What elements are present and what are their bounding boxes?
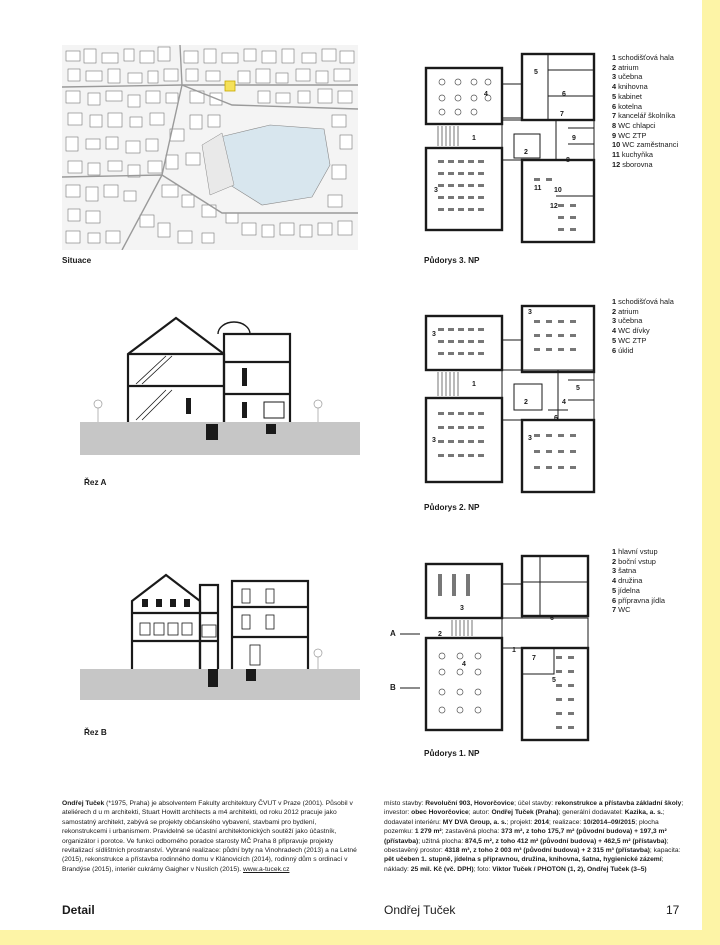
spec-value: 25 mil. Kč (vč. DPH) [410, 865, 474, 873]
spec-value: 373 m², z toho 175,7 m² (původní budova) + 197,3 m² (přístavba) [384, 828, 667, 845]
spec-key: ; investor: [384, 800, 684, 817]
plan-2np-label-3a: 3 [432, 331, 436, 338]
caption-section-a: Řez A [84, 478, 107, 487]
legend-2np-item: 6 úklid [612, 345, 634, 355]
spec-key: ; realizace: [548, 818, 584, 826]
bio-text: (*1975, Praha) je absolventem Fakulty architektury ČVUT v Praze (2001). Působil v ateliérech d u m architekti, Stuart Howitt architects a m4 architekti, od roku 2012 pracuje jako samostatný architekt, zabývá se projekty občanského vybavení, stavbami pro bydlení, rekonstrukcemi i urbanismem. Pravidelně se účastní architektonických soutěží jako účastník, organizátor i porotce. Ve funkci odborného poradce starosty MČ Praha 8 připravuje projekty revitalizací sídlištních prostranství. Vybrané realizace: půdní byty na Vinohradech (2013) a na Letné (2015), rekonstrukce a přístavba rodinného domu v Klánovicích (2014), rodinný dům s ordinací v Brandýse (2015), interiér cukrárny Gaigher v Nuslích (2015). [62, 800, 357, 873]
legend-2np-item: 1 schodišťová hala [612, 297, 674, 306]
plan-2np-label-6: 6 [554, 415, 558, 422]
caption-floor-3np: Půdorys 3. NP [424, 256, 480, 265]
legend-3np-item: 4 knihovna [612, 82, 648, 92]
footer-section: Detail [62, 903, 95, 917]
spec-value: rekonstrukce a přístavba základní školy [555, 800, 682, 807]
spec-value: MY DVA Group, a. s. [442, 818, 507, 826]
spec-value: Revoluční 903, Hovorčovice [425, 800, 515, 807]
spec-key: ; autor: [468, 809, 492, 817]
spec-key: ; kapacita: [649, 847, 681, 855]
plan-2np-label-2: 2 [524, 399, 528, 406]
website-link[interactable]: www.a-tucek.cz [243, 865, 290, 873]
legend-2np [612, 297, 674, 355]
spec-key: ; plocha pozemku: [384, 818, 659, 836]
spec-key: ; dodavatel interiéru: [384, 809, 665, 826]
spec-value: pět učeben 1. stupně, jídelna s přípravnou, družina, knihovna, šatna, hygienické zázemí [384, 856, 662, 864]
caption-section-b: Řez B [84, 728, 107, 737]
section-a-drawing [80, 300, 360, 455]
spec-value: Kazika, a. s. [624, 809, 663, 817]
legend-1np [612, 547, 665, 615]
legend-2np-item: 2 atrium [612, 306, 639, 316]
legend-1np-item: 4 družina [612, 576, 643, 586]
legend-3np-item: 9 WC ZTP [612, 130, 647, 140]
plan-3np-label-5: 5 [534, 69, 538, 76]
plan-3np-label-8: 8 [566, 157, 570, 164]
plan-2np-label-4: 4 [562, 399, 566, 406]
plan-2np-label-3c: 3 [528, 309, 532, 316]
legend-1np-item: 3 šatna [612, 566, 637, 576]
plan-3np-label-11: 11 [534, 185, 542, 192]
legend-3np-item: 10 WC zaměstnanci [612, 140, 679, 150]
section-marker-b: B [390, 683, 396, 692]
spec-key: ; užitná plocha: [418, 837, 466, 845]
spec-value: Viktor Tuček / PHOTON (1, 2), Ondřej Tuček (3–5) [492, 865, 647, 873]
section-marker-a: A [390, 629, 396, 638]
caption-situation: Situace [62, 256, 92, 265]
plan-3np-label-7: 7 [560, 111, 564, 118]
spec-value: 4318 m³, z toho 2 003 m³ (původní budova) + 2 315 m³ (přístavba) [444, 847, 650, 855]
caption-floor-1np: Půdorys 1. NP [424, 749, 480, 758]
legend-1np-item: 7 WC [612, 605, 631, 615]
plan-2np-label-1: 1 [472, 381, 476, 388]
legend-1np-item: 1 hlavní vstup [612, 547, 658, 556]
section-b-drawing [80, 545, 360, 700]
spec-value: 1 279 m² [414, 828, 442, 836]
legend-3np-item: 6 kotelna [612, 101, 642, 111]
floor-plan-3np [418, 48, 604, 248]
spec-key: ; projekt: [506, 818, 535, 826]
legend-2np-item: 4 WC dívky [612, 326, 650, 336]
spec-key: ; zastavěná plocha: [441, 828, 502, 836]
site-map [62, 45, 358, 250]
spec-value: Ondřej Tuček (Praha) [491, 809, 559, 817]
legend-2np-item: 3 učebna [612, 316, 643, 326]
floor-plan-1np [380, 548, 606, 743]
plan-3np-label-10: 10 [554, 187, 562, 194]
footer-author: Ondřej Tuček [384, 903, 456, 917]
floor-plan-2np [418, 300, 604, 495]
spec-key: místo stavby: [384, 800, 426, 807]
project-specs [384, 799, 684, 874]
plan-2np-label-3d: 3 [528, 435, 532, 442]
legend-1np-item: 6 přípravna jídla [612, 595, 665, 605]
legend-3np-item: 5 kabinet [612, 91, 642, 101]
plan-3np-label-2: 2 [524, 149, 528, 156]
legend-3np-item: 11 kuchyňka [612, 150, 654, 160]
plan-2np-label-3b: 3 [432, 437, 436, 444]
spec-key: ; foto: [473, 865, 493, 873]
spec-key: ; náklady: [384, 856, 664, 873]
plan-3np-label-1: 1 [472, 135, 476, 142]
spec-key: ; generální dodavatel: [558, 809, 625, 817]
spec-key: ; účel stavby: [514, 800, 555, 807]
plan-1np-label-5: 5 [552, 677, 556, 684]
spec-key: ; obestavěný prostor: [384, 837, 669, 855]
legend-1np-item: 5 jídelna [612, 585, 640, 595]
page-number: 17 [666, 903, 680, 917]
caption-floor-2np: Půdorys 2. NP [424, 503, 480, 512]
plan-1np-label-6: 6 [550, 615, 554, 622]
spec-value: obec Hovorčovice [411, 809, 469, 817]
plan-3np-label-4: 4 [484, 91, 488, 98]
plan-1np-label-2: 2 [438, 631, 442, 638]
legend-2np-item: 5 WC ZTP [612, 335, 647, 345]
plan-1np-label-7: 7 [532, 655, 536, 662]
legend-3np-item: 7 kancelář školníka [612, 111, 676, 121]
legend-3np-item: 1 schodišťová hala [612, 53, 674, 62]
legend-3np-item: 12 sborovna [612, 159, 653, 169]
bio-name: Ondřej Tuček [62, 800, 105, 807]
legend-3np [612, 53, 678, 169]
architect-bio [62, 799, 362, 874]
legend-3np-item: 8 WC chlapci [612, 120, 656, 130]
legend-3np-item: 3 učebna [612, 72, 643, 82]
plan-1np-label-3: 3 [460, 605, 464, 612]
plan-3np-label-12: 12 [550, 203, 558, 210]
spec-value: 874,5 m², z toho 412 m² (původní budova) + 462,5 m² (přístavba) [465, 837, 667, 845]
legend-1np-item: 2 boční vstup [612, 556, 656, 566]
spec-value: 2014 [534, 818, 549, 826]
plan-1np-label-4: 4 [462, 661, 466, 668]
legend-3np-item: 2 atrium [612, 62, 639, 72]
plan-3np-label-9: 9 [572, 135, 576, 142]
plan-3np-label-6: 6 [562, 91, 566, 98]
spec-value: 10/2014–09/2015 [583, 818, 636, 826]
plan-3np-label-3: 3 [434, 187, 438, 194]
plan-2np-label-5: 5 [576, 385, 580, 392]
plan-1np-label-1: 1 [512, 647, 516, 654]
